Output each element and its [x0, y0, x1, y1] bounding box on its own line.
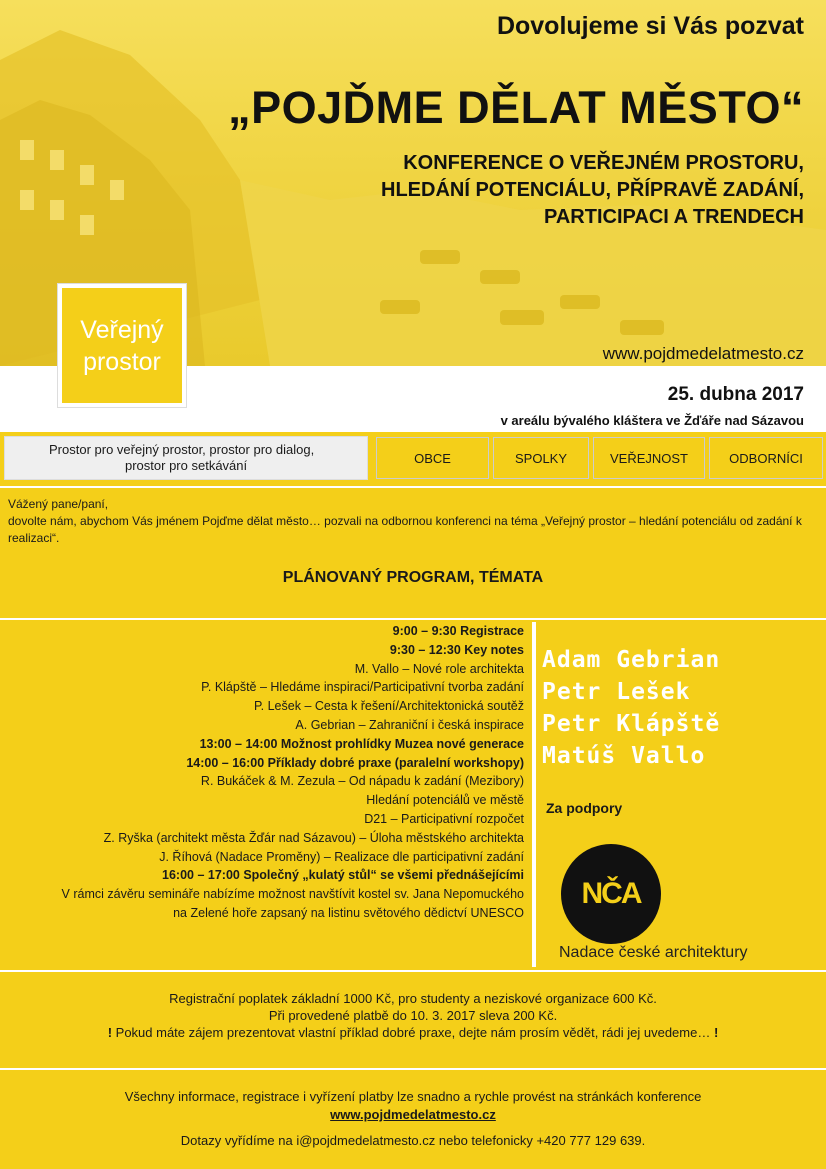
footer-website-link[interactable]: www.pojdmedelatmesto.cz: [330, 1107, 496, 1122]
vertical-divider: [532, 622, 536, 967]
program-item: V rámci závěru semináře nabízíme možnost navštívit kostel sv. Jana Nepomuckého: [61, 887, 524, 902]
exclamation-mark: !: [107, 1025, 113, 1040]
event-date: 25. dubna 2017: [667, 384, 804, 405]
program-item: P. Klápště – Hledáme inspiraci/Participativní tvorba zadání: [201, 680, 524, 695]
program-item: na Zelené hoře zapsaný na listinu světového dědictví UNESCO: [173, 905, 524, 920]
program-item: D21 – Participativní rozpočet: [364, 811, 524, 826]
footer-contacts: Dotazy vyřídíme na i@pojdmedelatmesto.cz nebo telefonicky +420 777 129 639.: [180, 1133, 646, 1148]
intro-paragraph: dovolte nám, abychom Vás jménem Pojďme dělat město… pozvali na odbornou konferenci na téma „Veřejný prostor – hledání potenciálu od zadání k realizaci“.: [8, 514, 802, 545]
program-list: [62, 622, 524, 923]
nca-logo-text: NČA: [581, 877, 641, 910]
speaker-name: Adam Gebrian: [542, 647, 721, 673]
category-spolky: SPOLKY: [493, 437, 589, 479]
tagline-line: prostor pro setkávání: [125, 458, 248, 473]
program-title: PLÁNOVANÝ PROGRAM, TÉMATA: [282, 569, 544, 586]
fee-line: Při provedené platbě do 10. 3. 2017 sleva 200 Kč.: [268, 1008, 558, 1023]
sponsor-name: Nadace české architektury: [559, 944, 748, 961]
divider: [0, 486, 826, 488]
practice-note: [0, 1024, 826, 1041]
verejny-prostor-logo: [58, 284, 186, 407]
logo-line: prostor: [83, 347, 161, 376]
program-time-slot: 16:00 – 17:00 Společný „kulatý stůl“ se všemi přednášejícími: [162, 868, 524, 883]
exclamation-mark: !: [713, 1025, 719, 1040]
divider: [0, 1068, 826, 1070]
fees-section: [0, 990, 826, 1041]
event-venue: v areálu bývalého kláštera ve Žďáře nad Sázavou: [500, 413, 804, 428]
speaker-name: Matúš Vallo: [542, 743, 706, 769]
page-title: „POJĎME DĚLAT MĚSTO“: [228, 82, 804, 133]
program-time-slot: 9:30 – 12:30 Key notes: [389, 642, 524, 657]
program-item: Hledání potenciálů ve městě: [366, 793, 524, 808]
subtitle-line: HLEDÁNÍ POTENCIÁLU, PŘÍPRAVĚ ZADÁNÍ,: [381, 179, 804, 201]
program-item: Z. Ryška (architekt města Žďár nad Sázavou) – Úloha městského architekta: [103, 830, 524, 845]
website-link[interactable]: www.pojdmedelatmesto.cz: [602, 344, 804, 363]
conference-subtitle: [344, 150, 804, 231]
category-verejnost: VEŘEJNOST: [593, 437, 705, 479]
support-label: Za podpory: [546, 800, 623, 816]
program-time-slot: 9:00 – 9:30 Registrace: [392, 624, 524, 638]
speakers-list: [542, 644, 720, 772]
intro-text: [8, 496, 808, 547]
program-item: R. Bukáček & M. Zezula – Od nápadu k zadání (Mezibory): [200, 774, 524, 789]
category-odbornici: ODBORNÍCI: [709, 437, 823, 479]
speaker-name: Petr Klápště: [542, 711, 721, 737]
footer: [0, 1088, 826, 1150]
program-time-slot: 14:00 – 16:00 Příklady dobré praxe (paralelní workshopy): [186, 755, 524, 770]
tagline-box: [4, 436, 368, 480]
tagline-line: Prostor pro veřejný prostor, prostor pro dialog,: [49, 442, 315, 457]
program-time-slot: 13:00 – 14:00 Možnost prohlídky Muzea nové generace: [199, 736, 524, 751]
invite-heading: Dovolujeme si Vás pozvat: [496, 12, 804, 40]
program-item: J. Říhová (Nadace Proměny) – Realizace dle participativní zadání: [159, 849, 524, 864]
logo-line: Veřejný: [80, 315, 164, 344]
divider: [0, 970, 826, 972]
practice-note-text: Pokud máte zájem prezentovat vlastní příklad dobré praxe, dejte nám prosím vědět, rádi jej uvedeme…: [112, 1025, 714, 1040]
program-item: M. Vallo – Nové role architekta: [354, 661, 524, 676]
divider: [0, 618, 826, 620]
fee-line: Registrační poplatek základní 1000 Kč, pro studenty a neziskové organizace 600 Kč.: [169, 991, 657, 1006]
category-obce: OBCE: [376, 437, 489, 479]
program-item: A. Gebrian – Zahraniční i česká inspirace: [295, 717, 524, 732]
footer-info: Všechny informace, registrace i vyřízení platby lze snadno a rychle provést na stránkách konference: [124, 1089, 702, 1104]
speaker-name: Petr Lešek: [542, 679, 691, 705]
subtitle-line: KONFERENCE O VEŘEJNÉM PROSTORU,: [403, 152, 804, 174]
subtitle-line: PARTICIPACI A TRENDECH: [544, 206, 804, 228]
nca-logo-icon: [561, 844, 661, 944]
greeting: Vážený pane/paní,: [8, 497, 109, 511]
program-item: P. Lešek – Cesta k řešení/Architektonická soutěž: [253, 699, 524, 714]
